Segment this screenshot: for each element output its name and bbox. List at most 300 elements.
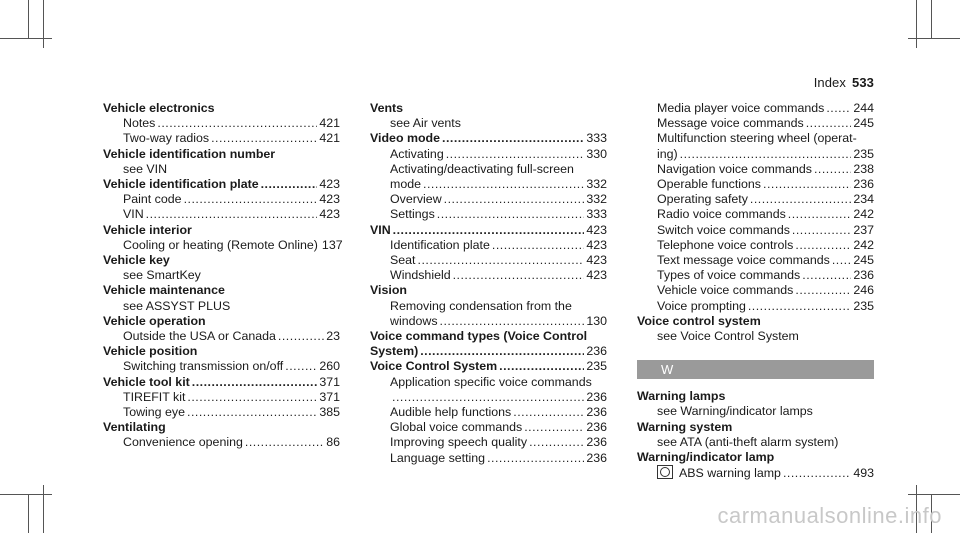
index-column-2	[370, 101, 607, 466]
page-reference: 385	[319, 405, 340, 420]
entry-text: Switching transmission on/off	[123, 359, 284, 374]
index-entry	[370, 344, 607, 359]
page-reference: 236	[853, 177, 874, 192]
entry-text: Vehicle identification plate	[103, 177, 259, 192]
entry-label	[370, 283, 407, 298]
leader-dots	[187, 390, 317, 405]
entry-label	[370, 131, 440, 146]
entry-label	[657, 147, 678, 162]
entry-label	[103, 314, 206, 329]
page-reference: 236	[586, 420, 607, 435]
page-reference: 332	[586, 192, 607, 207]
entry-label	[657, 177, 761, 192]
entry-text: see Voice Control System	[657, 329, 799, 344]
page-reference: 421	[319, 116, 340, 131]
page-header	[814, 75, 874, 90]
watermark: carmanualsonline.info	[717, 503, 942, 528]
entry-text: Vehicle electronics	[103, 101, 215, 115]
index-subentry	[103, 435, 340, 450]
index-subentry	[637, 465, 874, 481]
leader-dots	[524, 420, 584, 435]
leader-dots	[499, 359, 584, 374]
leader-dots	[192, 375, 318, 390]
entry-text: Activating	[390, 146, 444, 161]
entry-text: Vents	[370, 101, 404, 115]
entry-label	[103, 253, 170, 268]
index-entry	[370, 223, 607, 238]
leader-dots	[795, 283, 851, 298]
index-subentry	[637, 329, 874, 344]
entry-label	[390, 162, 574, 177]
entry-label	[390, 192, 442, 207]
leader-dots	[513, 405, 584, 420]
entry-label	[123, 192, 182, 207]
entry-text: Warning lamps	[637, 389, 726, 404]
index-entry	[637, 450, 874, 465]
index-entry	[103, 420, 340, 435]
crop-mark	[28, 0, 29, 38]
index-column-1	[103, 101, 343, 451]
entry-label	[123, 116, 155, 131]
index-subentry	[103, 268, 340, 283]
page-reference: 423	[586, 268, 607, 283]
entry-text: Language setting	[390, 450, 486, 465]
page-reference: 371	[319, 389, 340, 404]
entry-label	[390, 207, 435, 222]
index-subentry	[370, 314, 607, 329]
entry-text: windows	[390, 313, 438, 328]
entry-text: Navigation voice commands	[657, 161, 812, 176]
leader-dots	[826, 101, 851, 116]
entry-label	[370, 101, 403, 116]
entry-text: Voice prompting	[657, 298, 746, 313]
index-subentry	[103, 405, 340, 420]
index-subentry	[637, 253, 874, 268]
leader-dots	[453, 268, 585, 283]
crop-mark	[0, 494, 52, 495]
entry-text: Vehicle position	[103, 344, 198, 359]
entry-text: see Air vents	[390, 116, 461, 131]
entry-label	[123, 299, 230, 314]
entry-text: Audible help functions	[390, 405, 512, 420]
entry-text: Vehicle key	[103, 253, 170, 268]
leader-dots	[285, 359, 317, 374]
entry-text: Notes	[123, 116, 156, 131]
index-subentry	[637, 435, 874, 450]
entry-text: Vehicle operation	[103, 313, 206, 328]
index-subentry	[103, 131, 340, 146]
entry-label	[390, 299, 572, 314]
leader-dots	[440, 314, 585, 329]
index-subentry	[103, 192, 340, 207]
entry-label	[657, 465, 781, 481]
index-subentry	[103, 359, 340, 374]
index-subentry	[370, 162, 607, 177]
entry-text: see ATA (anti-theft alarm system)	[657, 434, 839, 449]
page-reference: 423	[319, 207, 340, 222]
entry-text: Warning/indicator lamp	[637, 450, 775, 465]
page-reference: 236	[586, 435, 607, 450]
page-reference: 237	[853, 222, 874, 237]
index-subentry	[637, 162, 874, 177]
index-subentry	[370, 375, 607, 390]
entry-text: Message voice commands	[657, 116, 804, 131]
leader-dots	[393, 223, 585, 238]
entry-label	[657, 404, 813, 419]
leader-dots	[261, 177, 318, 192]
index-subentry	[637, 268, 874, 283]
entry-text: see ASSYST PLUS	[123, 298, 231, 313]
index-subentry	[637, 131, 874, 146]
leader-dots	[444, 192, 585, 207]
page-reference: 235	[853, 298, 874, 313]
entry-label	[370, 344, 418, 359]
leader-dots	[529, 435, 584, 450]
entry-label	[123, 405, 185, 420]
leader-dots	[802, 268, 851, 283]
index-entry	[103, 283, 340, 298]
crop-mark	[43, 0, 44, 48]
entry-text: Ventilating	[103, 420, 166, 435]
entry-text: Warning system	[637, 419, 733, 434]
leader-dots	[442, 131, 584, 146]
entry-label	[657, 207, 786, 222]
leader-dots	[446, 147, 585, 162]
page-reference: 242	[853, 207, 874, 222]
entry-label	[103, 223, 192, 238]
index-letter-heading: W	[637, 360, 874, 379]
entry-text: Improving speech quality	[390, 435, 528, 450]
entry-label	[123, 329, 276, 344]
page-reference: 86	[326, 435, 340, 450]
index-subentry	[637, 116, 874, 131]
leader-dots	[423, 177, 584, 192]
index-entry	[637, 314, 874, 329]
index-subentry	[637, 283, 874, 298]
entry-label	[390, 253, 416, 268]
index-entry	[637, 420, 874, 435]
page-reference: 423	[319, 192, 340, 207]
leader-dots	[211, 131, 317, 146]
entry-text: Voice control system	[637, 313, 761, 328]
entry-label	[637, 389, 725, 404]
leader-dots	[146, 207, 318, 222]
page-reference: 236	[586, 389, 607, 404]
leader-dots	[750, 192, 851, 207]
page-reference: 423	[319, 177, 340, 192]
index-subentry	[637, 223, 874, 238]
entry-label	[657, 329, 799, 344]
leader-dots	[157, 116, 317, 131]
index-subentry	[103, 329, 340, 344]
page-reference: 234	[853, 192, 874, 207]
entry-label	[123, 207, 144, 222]
entry-label	[390, 451, 485, 466]
entry-text: Multifunction steering wheel (operat-	[657, 131, 857, 146]
entry-text: Vehicle maintenance	[103, 283, 225, 298]
index-subentry	[637, 238, 874, 253]
index-subentry	[637, 192, 874, 207]
section-title: Index	[813, 75, 846, 90]
page-reference: 236	[853, 268, 874, 283]
leader-dots	[763, 177, 851, 192]
entry-label	[390, 435, 527, 450]
index-entry	[103, 344, 340, 359]
page-reference: 137	[321, 237, 343, 252]
entry-text: Vehicle tool kit	[103, 374, 190, 389]
index-subentry	[637, 299, 874, 314]
page-reference: 23	[326, 329, 340, 344]
leader-dots	[792, 223, 851, 238]
index-subentry	[370, 268, 607, 283]
page-reference: 236	[586, 450, 607, 465]
index-subentry	[370, 299, 607, 314]
leader-dots	[783, 466, 851, 481]
index-entry	[103, 147, 340, 162]
entry-label	[390, 177, 421, 192]
entry-text: Switch voice commands	[657, 222, 790, 237]
entry-label	[123, 162, 167, 177]
index-subentry	[637, 147, 874, 162]
leader-dots	[492, 238, 584, 253]
index-subentry	[103, 299, 340, 314]
entry-label	[657, 299, 746, 314]
entry-text: see Warning/indicator lamps	[657, 404, 813, 419]
entry-label	[390, 147, 444, 162]
entry-label	[103, 177, 259, 192]
entry-label	[657, 238, 793, 253]
entry-label	[390, 314, 438, 329]
entry-label	[390, 405, 511, 420]
entry-label	[637, 450, 774, 465]
entry-label	[657, 223, 790, 238]
entry-text: Convenience opening	[123, 435, 243, 450]
entry-text: Settings	[390, 207, 435, 222]
page-reference: 423	[586, 237, 607, 252]
entry-text: VIN	[123, 207, 144, 222]
entry-label	[370, 359, 497, 374]
leader-dots	[420, 344, 584, 359]
entry-label	[657, 253, 830, 268]
entry-label	[390, 375, 592, 390]
page-reference: 235	[853, 146, 874, 161]
page-reference: 244	[853, 101, 874, 115]
entry-text: Types of voice commands	[657, 268, 801, 283]
index-subentry	[370, 405, 607, 420]
leader-dots	[487, 451, 584, 466]
entry-label	[637, 314, 761, 329]
index-subentry	[637, 207, 874, 222]
entry-label	[123, 131, 209, 146]
index-entry	[370, 131, 607, 146]
entry-text: Media player voice commands	[657, 101, 825, 115]
index-entry	[103, 223, 340, 238]
page-reference: 332	[586, 177, 607, 192]
entry-text: Voice command types (Voice Control	[370, 329, 588, 344]
page-reference: 493	[853, 466, 874, 481]
leader-dots	[832, 253, 851, 268]
entry-label	[657, 435, 838, 450]
index-entry	[103, 101, 340, 116]
index-subentry	[103, 237, 343, 253]
index-entry	[103, 253, 340, 268]
entry-label	[390, 238, 490, 253]
entry-label	[103, 344, 197, 359]
entry-label	[123, 359, 283, 374]
entry-label	[657, 116, 804, 131]
entry-text: Telephone voice controls	[657, 237, 794, 252]
entry-label	[370, 223, 391, 238]
entry-text: Global voice commands	[390, 420, 523, 435]
entry-text: TIREFIT kit	[123, 389, 186, 404]
entry-text: Overview	[390, 192, 442, 207]
index-entry	[637, 389, 874, 404]
entry-text: VIN	[370, 222, 391, 237]
entry-text: Radio voice commands	[657, 207, 786, 222]
index-subentry	[103, 390, 340, 405]
index-subentry	[637, 404, 874, 419]
index-subentry	[370, 147, 607, 162]
page-number: 533	[852, 75, 874, 90]
index-subentry	[370, 238, 607, 253]
entry-text: Activating/deactivating full-screen	[390, 161, 574, 176]
index-entry	[370, 359, 607, 374]
entry-label	[103, 375, 190, 390]
page-reference: 235	[586, 359, 607, 374]
index-subentry	[370, 390, 607, 405]
index-subentry	[370, 253, 607, 268]
entry-text: Application specific voice commands	[390, 374, 592, 389]
page-reference: 330	[586, 146, 607, 161]
index-column-3	[637, 101, 874, 481]
page-reference: 421	[319, 131, 340, 146]
leader-dots	[795, 238, 851, 253]
entry-text: Paint code	[123, 192, 182, 207]
entry-text: mode	[390, 177, 421, 192]
index-subentry	[637, 177, 874, 192]
page-reference: 423	[586, 222, 607, 237]
entry-label	[390, 268, 451, 283]
index-subentry	[370, 435, 607, 450]
entry-label	[657, 283, 793, 298]
entry-label	[123, 390, 185, 405]
entry-label	[103, 101, 215, 116]
crop-mark	[28, 495, 29, 533]
entry-text: ing)	[657, 146, 678, 161]
entry-text: see SmartKey	[123, 268, 201, 283]
index-entry	[370, 283, 607, 298]
leader-dots	[788, 207, 852, 222]
index-entry	[103, 375, 340, 390]
crop-mark	[908, 38, 960, 39]
entry-text: Outside the USA or Canada	[123, 329, 276, 344]
entry-text: Identification plate	[390, 237, 490, 252]
index-subentry	[103, 116, 340, 131]
leader-dots	[392, 390, 584, 405]
entry-text: Voice Control System	[370, 359, 498, 374]
crop-mark	[0, 38, 52, 39]
entry-label	[123, 238, 318, 253]
page-reference: 245	[853, 253, 874, 268]
leader-dots	[418, 253, 585, 268]
leader-dots	[680, 147, 852, 162]
index-subentry	[370, 192, 607, 207]
entry-label	[657, 192, 748, 207]
entry-label	[123, 435, 243, 450]
leader-dots	[814, 162, 851, 177]
page-reference: 260	[319, 359, 340, 374]
leader-dots	[806, 116, 852, 131]
entry-text: Vehicle identification number	[103, 146, 276, 161]
page-reference: 236	[586, 405, 607, 420]
entry-text: Removing condensation from the	[390, 298, 572, 313]
index-subentry	[370, 177, 607, 192]
page-reference: 246	[853, 283, 874, 298]
index-subentry	[370, 451, 607, 466]
entry-text: Text message voice commands	[657, 253, 830, 268]
page-reference: 423	[586, 253, 607, 268]
entry-text: System)	[370, 344, 419, 359]
entry-text: Vehicle interior	[103, 222, 192, 237]
entry-text: Windshield	[390, 268, 451, 283]
entry-label	[657, 101, 824, 116]
page-reference: 333	[586, 207, 607, 222]
entry-label	[370, 329, 587, 344]
entry-text: Two-way radios	[123, 131, 210, 146]
entry-text: ABS warning lamp	[679, 466, 781, 481]
page-reference: 371	[319, 374, 340, 389]
page-reference: 242	[853, 237, 874, 252]
entry-label	[657, 268, 800, 283]
entry-label	[637, 420, 732, 435]
entry-text: Vision	[370, 283, 407, 298]
entry-label	[103, 420, 166, 435]
entry-text: Cooling or heating (Remote Online)	[123, 237, 318, 252]
entry-label	[123, 268, 201, 283]
index-entry	[370, 329, 607, 344]
leader-dots	[278, 329, 324, 344]
entry-label	[657, 131, 857, 146]
entry-text: Vehicle voice commands	[657, 283, 794, 298]
index-entry	[103, 177, 340, 192]
leader-dots	[748, 299, 851, 314]
leader-dots	[437, 207, 585, 222]
page-reference: 238	[853, 161, 874, 176]
entry-label	[103, 283, 225, 298]
entry-label	[103, 147, 275, 162]
index-subentry	[370, 116, 607, 131]
page-reference: 130	[586, 313, 607, 328]
crop-mark	[43, 485, 44, 533]
index-subentry	[370, 420, 607, 435]
abs-warning-icon	[657, 465, 673, 479]
leader-dots	[187, 405, 317, 420]
index-subentry	[103, 207, 340, 222]
entry-text: Operating safety	[657, 192, 748, 207]
entry-text: see VIN	[123, 161, 168, 176]
index-entry	[370, 101, 607, 116]
leader-dots	[245, 435, 324, 450]
entry-text: Video mode	[370, 131, 440, 146]
leader-dots	[184, 192, 318, 207]
entry-label	[657, 162, 812, 177]
crop-mark	[908, 494, 960, 495]
crop-mark	[916, 0, 917, 48]
index-subentry	[103, 162, 340, 177]
page-reference: 245	[853, 116, 874, 131]
crop-mark	[931, 0, 932, 38]
page-reference: 236	[586, 344, 607, 359]
